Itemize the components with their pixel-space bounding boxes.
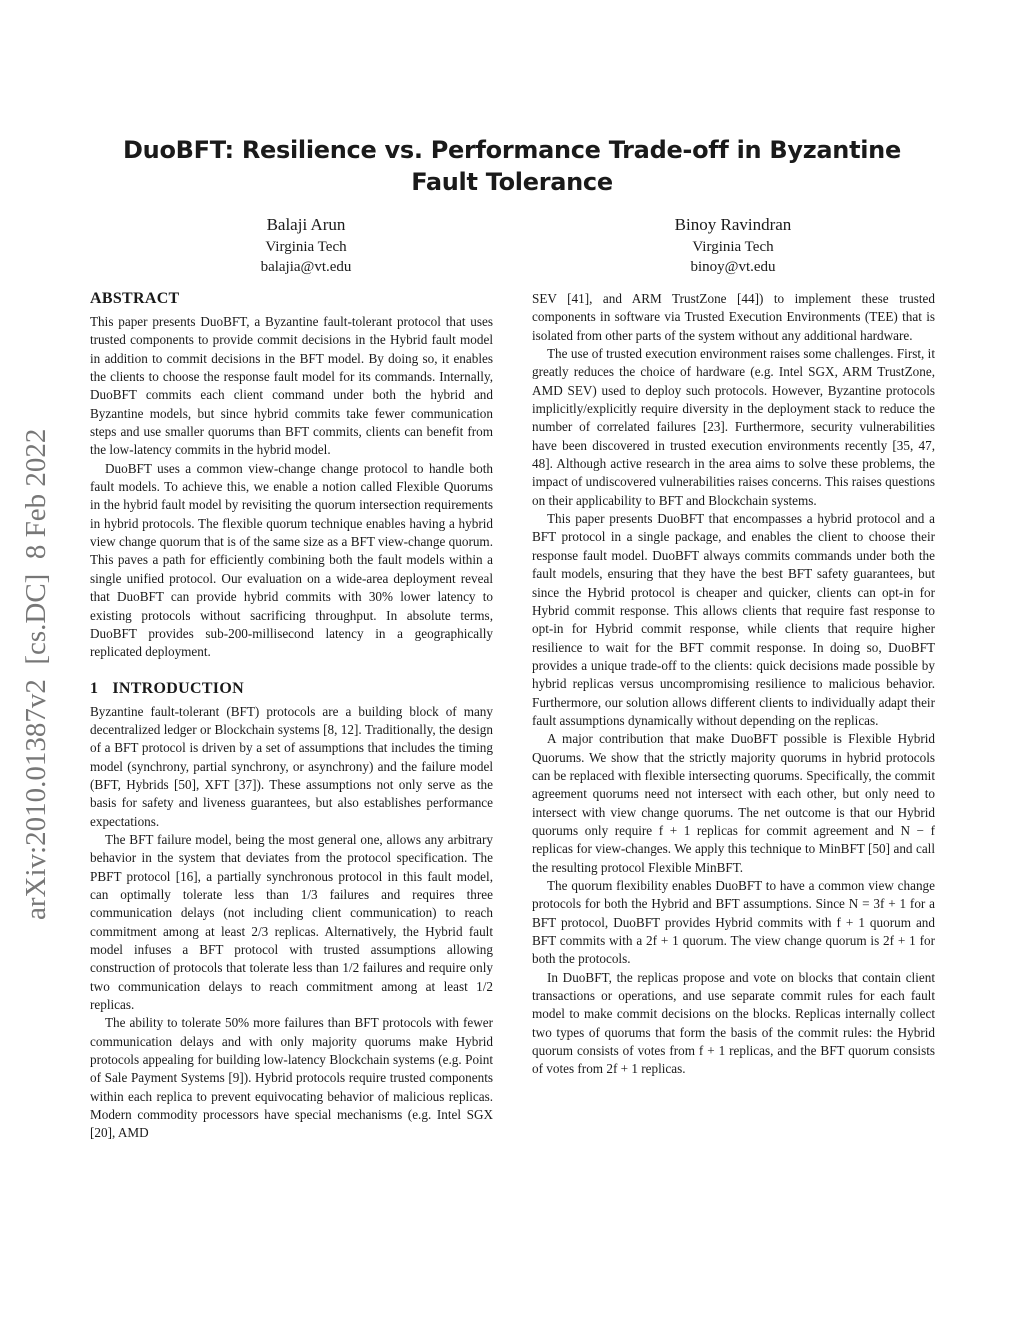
author-email: balajia@vt.edu — [260, 259, 352, 275]
author-name: Binoy Ravindran — [674, 215, 792, 234]
author-block — [156, 213, 456, 277]
body-paragraph: SEV [41], and ARM TrustZone [44]) to implement these trusted components in software via Trusted Execution Environments (TEE) that is isolated from other parts of the system without any additional hardware. — [532, 291, 935, 343]
left-column — [90, 288, 493, 1143]
right-column — [532, 290, 935, 1079]
paper-title: DuoBFT: Resilience vs. Performance Trade-off in Byzantine Fault Tolerance — [123, 136, 901, 196]
author-affiliation: Virginia Tech — [692, 239, 774, 255]
body-paragraph: Byzantine fault-tolerant (BFT) protocols are a building block of many decentralized ledger or Blockchain systems [8, 12]. Traditionally, the design of a BFT protocol is driven by a set of assumptions that includes the timing model (synchrony, partial synchrony, or asynchrony) and the failure model (BFT, Hybrids [50], XFT [37]). These assumptions not only serve as the basis for safety and liveness guarantees, but also establishes performance expectations. — [90, 703, 493, 829]
body-paragraph: In DuoBFT, the replicas propose and vote on blocks that contain client transactions or operations, and use separate commit rules for each fault model to make commit decisions on the blocks. Replicas internally collect two types of quorums that form the basis of the commit rules: the Hybrid quorum consists of votes from f + 1 replicas, and the BFT quorum consists of votes from 2f + 1 replicas. — [532, 969, 935, 1077]
author-email: binoy@vt.edu — [690, 259, 776, 275]
abstract-heading: ABSTRACT — [90, 290, 180, 307]
body-paragraph: A major contribution that make DuoBFT possible is Flexible Hybrid Quorums. We show that the strictly majority quorums in hybrid protocols can be replaced with flexible intersecting quorums. Specifically, the commit agreement quorums need not intersect with each other, but only need to intersect with view change quorums. The net outcome is that our Hybrid quorums only require f + 1 replicas for commit agreement and N − f replicas for view-changes. We apply this technique to MinBFT [50] and call the resulting protocol Flexible MinBFT. — [532, 731, 935, 875]
author-block — [583, 213, 883, 277]
body-paragraph: The ability to tolerate 50% more failures than BFT protocols with fewer communication delays and with only majority quorums make Hybrid protocols appealing for building low-latency Blockchain systems (e.g. Point of Sale Payment Systems [9]). Hybrid protocols require trusted components within each replica to prevent equivocating behavior of malicious replicas. Modern commodity processors have special mechanisms (e.g. Intel SGX [20], AMD — [90, 1015, 493, 1141]
arxiv-stamp: arXiv:2010.01387v2 [cs.DC] 8 Feb 2022 — [20, 428, 52, 920]
body-paragraph: This paper presents DuoBFT that encompasses a hybrid protocol and a BFT protocol in a single package, and enables the client to choose their response fault model. DuoBFT always commits commands under both the fault models, ensuring that they have the best BFT safety guarantees, but since the Hybrid protocol is cheaper and quicker, clients can opt-in for Hybrid commit response. This allows clients that require fast response to opt-in for Hybrid commit response, while clients that require higher resilience to wait for the BFT commit response. In doing so, DuoBFT provides a unique trade-off to the clients: quick decisions made possible by hybrid replicas versus uncompromising resilience to malicious behavior. Furthermore, our solution allows different clients to individually adapt their fault assumptions dynamically without depending on the replicas. — [532, 511, 935, 728]
body-paragraph: The BFT failure model, being the most general one, allows any arbitrary behavior in the system that deviates from the protocol specification. The PBFT protocol [16], a partially synchronous protocol in this fault model, can optimally tolerate less than 1/3 failures and requires three communication delays (not including client communication) to reach commitment among at least 2/3 replicas. Alternatively, the Hybrid fault model infuses a BFT protocol with trusted assumptions allowing construction of protocols that tolerate less than 1/2 failures and require only two communication delays to reach commitment among at least 1/2 replicas. — [90, 831, 493, 1013]
abstract-paragraph: DuoBFT uses a common view-change change protocol to handle both fault models. To achieve this, we enable a notion called Flexible Quorums in the hybrid fault model by revisiting the quorum intersection requirements in hybrid protocols. The flexible quorum technique enables having a hybrid view change quorum that is of the same size as a BFT view-change quorum. This paves a path for efficiently combining both the fault models within a single unified protocol. Our evaluation on a wide-area deployment reveal that DuoBFT can provide hybrid commits with 30% lower latency to existing protocols without sacrificing throughput. In absolute terms, DuoBFT provides sub-200-millisecond latency in a geographically replicated deployment. — [90, 460, 493, 660]
body-paragraph: The use of trusted execution environment raises some challenges. First, it greatly reduces the choice of hardware (e.g. Intel SGX, ARM TrustZone, AMD SEV) used to deploy such protocols. However, Byzantine protocols implicitly/explicitly require diversity in the deployment stack to reduce the number of correlated failures [23]. Furthermore, security vulnerabilities have been discovered in trusted execution environments recently [35, 47, 48]. Although active research in the area aims to solve these problems, the impact of undiscovered vulnerabilities raises concerns. This raises questions on their applicability to BFT and Blockchain systems. — [532, 346, 935, 508]
abstract-paragraph: This paper presents DuoBFT, a Byzantine fault-tolerant protocol that uses trusted components to provide commit decisions in the Hybrid fault model in addition to commit decisions in the BFT model. By doing so, it enables the clients to choose the response fault model for its commands. Internally, DuoBFT commits each client command under both the hybrid and Byzantine models, but since hybrid commits take fewer communication steps and use smaller quorums than BFT commits, clients can benefit from the low-latency commits in the hybrid model. — [90, 314, 493, 458]
section-title: INTRODUCTION — [112, 679, 244, 697]
section-heading — [90, 678, 493, 700]
author-name: Balaji Arun — [266, 215, 346, 234]
body-paragraph: The quorum flexibility enables DuoBFT to have a common view change protocols for both the Hybrid and BFT assumptions. Since N = 3f + 1 for a BFT protocol, DuoBFT provides Hybrid commits with f + 1 quorum and BFT commits with a 2f + 1 quorum. The view change quorum is 2f + 1 for both the protocols. — [532, 878, 935, 967]
author-affiliation: Virginia Tech — [265, 239, 347, 255]
section-number: 1 — [90, 679, 99, 697]
